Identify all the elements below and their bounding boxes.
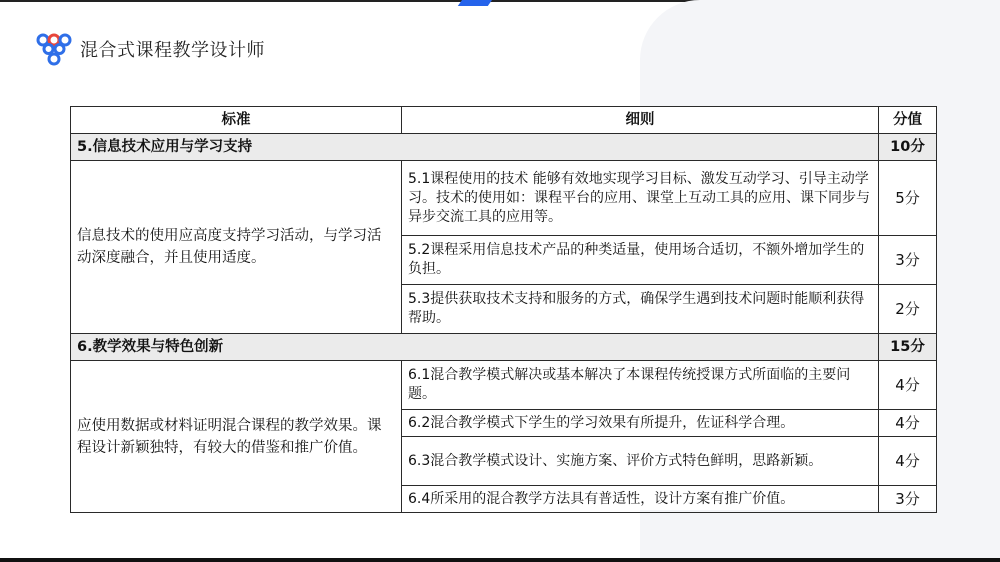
standard-cell: 应使用数据或材料证明混合课程的教学效果。课程设计新颖独特，有较大的借鉴和推广价值。	[71, 361, 402, 513]
molecule-logo-icon	[36, 32, 72, 66]
points-cell: 2分	[879, 285, 937, 334]
points-cell: 4分	[879, 437, 937, 486]
detail-cell: 5.2课程采用信息技术产品的种类适量，使用场合适切，不额外增加学生的负担。	[402, 236, 879, 285]
points-cell: 3分	[879, 486, 937, 513]
detail-cell: 6.1混合教学模式解决或基本解决了本课程传统授课方式所面临的主要问题。	[402, 361, 879, 410]
points-cell: 5分	[879, 161, 937, 236]
header-score: 分值	[879, 107, 937, 134]
standard-cell: 信息技术的使用应高度支持学习活动，与学习活动深度融合，并且使用适度。	[71, 161, 402, 334]
detail-cell: 6.2混合教学模式下学生的学习效果有所提升，佐证科学合理。	[402, 410, 879, 437]
bottom-border	[0, 558, 1000, 562]
accent-stroke	[458, 0, 492, 6]
points-cell: 4分	[879, 410, 937, 437]
detail-cell: 6.3混合教学模式设计、实施方案、评价方式特色鲜明，思路新颖。	[402, 437, 879, 486]
table-row	[71, 361, 937, 410]
table-row	[71, 161, 937, 236]
header	[36, 32, 265, 66]
detail-cell: 5.1课程使用的技术 能够有效地实现学习目标、激发互动学习、引导主动学习。技术的使用如：课程平台的应用、课堂上互动工具的应用、课下同步与异步交流工具的应用等。	[402, 161, 879, 236]
detail-cell: 6.4所采用的混合教学方法具有普适性，设计方案有推广价值。	[402, 486, 879, 513]
section-title: 5.信息技术应用与学习支持	[71, 134, 879, 161]
section-row	[71, 134, 937, 161]
section-score: 10分	[879, 134, 937, 161]
brand-title: 混合式课程教学设计师	[80, 40, 265, 61]
section-title: 6.教学效果与特色创新	[71, 334, 879, 361]
points-cell: 3分	[879, 236, 937, 285]
section-score: 15分	[879, 334, 937, 361]
table-header-row	[71, 107, 937, 134]
criteria-table	[70, 106, 936, 510]
detail-cell: 5.3提供获取技术支持和服务的方式，确保学生遇到技术问题时能顺利获得帮助。	[402, 285, 879, 334]
header-detail: 细则	[402, 107, 879, 134]
header-standard: 标准	[71, 107, 402, 134]
points-cell: 4分	[879, 361, 937, 410]
section-row	[71, 334, 937, 361]
